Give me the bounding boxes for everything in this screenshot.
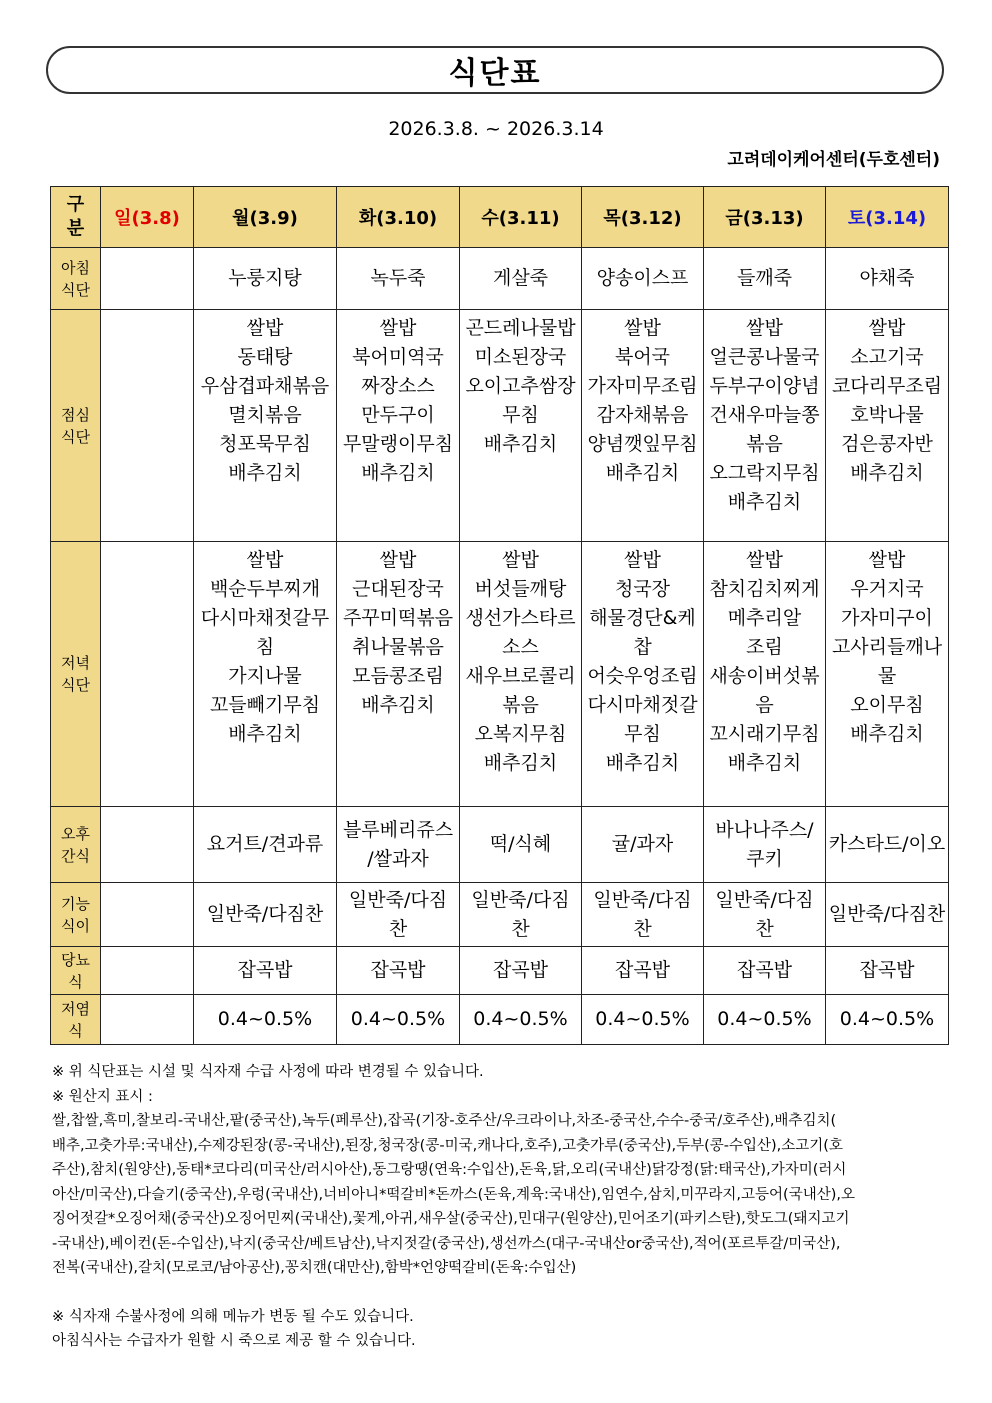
menu-cell	[337, 310, 460, 542]
menu-item: 조림	[746, 636, 783, 658]
menu-item: 쌀밥	[624, 317, 661, 339]
menu-item: 쌀밥	[379, 317, 417, 339]
menu-item: 오이고추쌈장	[465, 375, 576, 397]
menu-cell	[582, 542, 704, 807]
menu-item: 찹	[633, 636, 652, 658]
menu-item: 짜장소스	[361, 375, 435, 397]
menu-item: 꼬시래기무침	[709, 723, 820, 745]
menu-item: 배추김치	[228, 462, 302, 484]
menu-item: 배추김치	[483, 752, 558, 774]
row-label-line: 오후	[61, 824, 90, 843]
menu-item: 쌀밥	[246, 317, 284, 339]
menu-item: 고사리들깨나	[831, 636, 943, 658]
menu-cell	[337, 947, 460, 995]
menu-item: 요거트/견과류	[206, 833, 324, 855]
origin-line: 쌀,찹쌀,흑미,찰보리-국내산,팥(중국산),녹두(페루산),잡곡(기장-호주산/우크라이나,차조-중국산,수수-중국/호주산),배추김치(	[52, 1113, 837, 1129]
menu-cell	[460, 248, 582, 310]
menu-item: 멸치볶음	[228, 404, 302, 426]
menu-item: 백순두부찌개	[209, 578, 321, 600]
menu-item: 호박나물	[850, 404, 924, 426]
page-title: 식단표	[448, 56, 542, 91]
menu-item: 가자미무조림	[587, 375, 698, 397]
day-header-wed: 수(3.11)	[460, 187, 582, 248]
menu-item: 블루베리쥬스	[342, 818, 454, 841]
origin-line: 배추,고춧가루:국내산),수제강된장(콩-국내산),된장,청국장(콩-미국,캐나다,호주),고춧가루(중국산),두부(콩-수입산),소고기(호	[52, 1137, 843, 1154]
menu-item: 두부구이양념	[709, 375, 820, 397]
menu-item: 오이무침	[850, 694, 924, 716]
row-label	[51, 248, 101, 310]
menu-cell	[101, 947, 194, 995]
menu-cell	[826, 995, 949, 1045]
menu-cell	[460, 310, 582, 542]
row-label-line: 식	[68, 1021, 83, 1040]
menu-cell	[582, 947, 704, 995]
menu-cell	[826, 947, 949, 995]
row-dinner	[51, 542, 949, 807]
menu-cell	[101, 807, 194, 883]
menu-cell	[582, 995, 704, 1045]
menu-item: 참치김치찌게	[709, 578, 820, 600]
menu-item: 물	[877, 665, 897, 687]
row-label-line: 저염	[61, 999, 90, 1018]
menu-item: 새우브로콜리	[465, 665, 576, 687]
menu-item: 쌀밥	[379, 549, 417, 571]
row-label	[51, 995, 101, 1045]
menu-item: 양송이스프	[596, 267, 689, 289]
menu-cell	[704, 542, 826, 807]
menu-cell	[704, 310, 826, 542]
row-label-line: 식	[68, 972, 83, 991]
menu-item: 건새우마늘쫑	[709, 404, 820, 426]
day-header-tue: 화(3.10)	[337, 187, 460, 248]
menu-cell	[460, 883, 582, 947]
menu-cell	[101, 310, 194, 542]
menu-item: 생선가스타르	[465, 607, 576, 629]
menu-item: 무침	[624, 723, 661, 745]
menu-item: 가지나물	[228, 665, 302, 687]
menu-item: 0.4~0.5%	[217, 1008, 313, 1030]
row-label-line: 식단	[61, 427, 90, 446]
menu-item: 찬	[511, 917, 530, 940]
menu-cell	[101, 542, 194, 807]
menu-item: 배추김치	[727, 752, 802, 774]
row-label	[51, 947, 101, 995]
menu-item: 0.4~0.5%	[839, 1008, 935, 1030]
menu-item: 잡곡밥	[736, 959, 793, 981]
menu-item: 침	[255, 636, 275, 658]
menu-item: 버섯들깨탕	[474, 578, 567, 600]
menu-item: 잡곡밥	[370, 959, 426, 981]
menu-item: 우거지국	[850, 578, 924, 600]
menu-item: 소스	[502, 636, 539, 658]
origin-line: 아산/미국산),다슬기(중국산),우렁(국내산),너비아니*떡갈비*돈까스(돈육,계육:국내산),임연수,삼치,미꾸라지,고등어(국내산),오	[52, 1186, 856, 1203]
menu-item: 볶음	[502, 694, 539, 716]
menu-cell	[194, 248, 337, 310]
menu-cell	[101, 995, 194, 1045]
menu-item: 감자채볶음	[596, 404, 689, 426]
day-header-sat: 토(3.14)	[826, 187, 949, 248]
menu-item: 찬	[755, 917, 774, 940]
origin-line: -국내산),베이컨(돈-수입산),낙지(중국산/베트남산),낙지젓갈(중국산),생선까스(대구-국내산or중국산),적어(포르투갈/미국산),	[52, 1235, 841, 1252]
menu-cell	[194, 807, 337, 883]
row-label	[51, 310, 101, 542]
menu-item: 배추김치	[361, 462, 435, 484]
menu-item: 쌀밥	[868, 549, 906, 571]
menu-cell	[460, 807, 582, 883]
menu-item: 우삼겹파채볶음	[200, 375, 330, 397]
menu-item: 배추김치	[605, 462, 680, 484]
menu-cell	[194, 947, 337, 995]
row-label-line: 식이	[61, 916, 90, 935]
menu-cell	[460, 947, 582, 995]
menu-item: 0.4~0.5%	[350, 1008, 446, 1030]
row-label	[51, 807, 101, 883]
row-label-line: 당뇨	[61, 950, 90, 969]
menu-item: 잡곡밥	[492, 959, 549, 981]
menu-item: 어슷우엉조림	[587, 665, 698, 687]
menu-cell	[826, 542, 949, 807]
menu-cell	[582, 248, 704, 310]
origin-list	[52, 1109, 942, 1281]
menu-item: 일반죽/다짐	[715, 888, 814, 911]
day-header-sun: 일(3.8)	[101, 187, 194, 248]
row-low-salt-diet	[51, 995, 949, 1045]
gubun-line: 구	[66, 194, 85, 215]
menu-item: 잡곡밥	[614, 959, 671, 981]
menu-item: 배추김치	[483, 433, 558, 455]
row-label-line: 점심	[61, 405, 90, 424]
menu-cell	[337, 542, 460, 807]
menu-item: 쌀밥	[246, 549, 284, 571]
menu-item: 0.4~0.5%	[473, 1008, 568, 1030]
menu-item: 오그락지무침	[709, 462, 820, 484]
menu-item: 쌀밥	[624, 549, 661, 571]
menu-item: 오복지무침	[474, 723, 567, 745]
menu-cell	[337, 248, 460, 310]
day-header-thu: 목(3.12)	[582, 187, 704, 248]
menu-item: 쌀밥	[746, 317, 783, 339]
menu-cell	[582, 883, 704, 947]
menu-change-notice: ※ 식자재 수불사정에 의해 메뉴가 변동 될 수도 있습니다.	[52, 1308, 414, 1325]
menu-cell	[194, 310, 337, 542]
menu-cell	[582, 807, 704, 883]
menu-item: 찬	[388, 917, 408, 940]
menu-item: /쌀과자	[367, 847, 429, 870]
menu-cell	[826, 310, 949, 542]
row-label	[51, 883, 101, 947]
menu-item: 누룽지탕	[228, 267, 302, 289]
menu-item: 일반죽/다짐	[593, 888, 692, 911]
change-notice: ※ 위 식단표는 시설 및 식자재 수급 사정에 따라 변경될 수 있습니다.	[52, 1064, 484, 1080]
date-range: 2026.3.8. ~ 2026.3.14	[388, 118, 604, 140]
menu-item: 배추김치	[850, 723, 924, 745]
menu-item: 동태탕	[237, 346, 293, 368]
menu-cell	[826, 807, 949, 883]
menu-item: 무침	[502, 404, 539, 426]
menu-item: 청국장	[614, 578, 671, 600]
menu-cell	[194, 542, 337, 807]
menu-item: 배추김치	[228, 723, 302, 745]
menu-item: 곤드레나물밥	[465, 317, 576, 339]
origin-line: 주산),참치(원양산),동태*코다리(미국산/러시아산),동그랑땡(연육:수입산),돈육,닭,오리(국내산)닭강정(닭:태국산),가자미(러시	[52, 1162, 847, 1178]
row-label-line: 아침	[61, 258, 90, 277]
menu-cell	[194, 883, 337, 947]
menu-item: 바나나주스/	[715, 818, 814, 841]
menu-item: 배추김치	[361, 694, 435, 716]
menu-item: 모듬콩조림	[352, 665, 444, 687]
row-label-line: 식단	[61, 280, 90, 299]
menu-item: 북어미역국	[352, 346, 444, 368]
menu-cell	[337, 995, 460, 1045]
notes	[52, 1060, 942, 1354]
menu-item: 쌀밥	[868, 317, 906, 339]
menu-item: 얼큰콩나물국	[709, 346, 820, 368]
menu-cell	[582, 310, 704, 542]
menu-item: 무말랭이무침	[342, 433, 454, 455]
menu-item: 게살죽	[492, 267, 549, 289]
center-name: 고려데이케어센터(두호센터)	[727, 150, 940, 170]
menu-item: 다시마채젓갈무	[200, 607, 330, 629]
row-breakfast	[51, 248, 949, 310]
menu-cell	[826, 883, 949, 947]
menu-body	[51, 248, 949, 1045]
origin-line: 징어젓갈*오징어채(중국산)오징어민찌(국내산),꽃게,아귀,새우살(중국산),민대구(원양산),민어조기(파키스탄),핫도그(돼지고기	[52, 1211, 850, 1227]
day-header-mon: 월(3.9)	[194, 187, 337, 248]
menu-cell	[337, 883, 460, 947]
row-lunch	[51, 310, 949, 542]
menu-cell	[194, 995, 337, 1045]
menu-cell	[337, 807, 460, 883]
menu-cell	[704, 248, 826, 310]
menu-item: 쌀밥	[746, 549, 783, 571]
menu-item: 다시마채젓갈	[587, 694, 698, 716]
menu-item: 취나물볶음	[352, 636, 444, 658]
menu-item: 미소된장국	[474, 346, 567, 368]
menu-item: 일반죽/다짐	[471, 888, 570, 911]
row-label-line: 식단	[61, 676, 90, 694]
menu-item: 야채죽	[859, 267, 915, 289]
row-label-line: 간식	[61, 846, 90, 865]
row-snack	[51, 807, 949, 883]
menu-item: 카스타드/이오	[828, 833, 946, 855]
menu-item: 잡곡밥	[237, 959, 293, 981]
menu-item: 볶음	[746, 433, 783, 455]
menu-item: 만두구이	[361, 404, 435, 426]
menu-item: 메추리알	[727, 607, 802, 629]
menu-cell	[101, 883, 194, 947]
menu-cell	[460, 995, 582, 1045]
menu-item: 일반죽/다짐	[348, 888, 448, 911]
menu-item: 주꾸미떡볶음	[342, 607, 454, 629]
menu-item: 0.4~0.5%	[595, 1008, 690, 1030]
menu-item: 코다리무조림	[831, 375, 943, 397]
row-label	[51, 542, 101, 807]
menu-item: 떡/식혜	[489, 833, 552, 855]
day-header-fri: 금(3.13)	[704, 187, 826, 248]
menu-cell	[704, 995, 826, 1045]
title-box	[46, 46, 944, 94]
menu-item: 소고기국	[850, 346, 924, 368]
menu-item: 해물경단&케	[589, 607, 696, 629]
menu-item: 근대된장국	[352, 578, 444, 600]
menu-item: 청포묵무침	[219, 433, 311, 455]
row-diabetic-diet	[51, 947, 949, 995]
menu-item: 0.4~0.5%	[717, 1008, 812, 1030]
menu-item: 쌀밥	[502, 549, 539, 571]
row-label-line: 저녁	[61, 654, 90, 672]
menu-item: 들깨죽	[736, 267, 793, 289]
row-label-line: 기능	[61, 894, 90, 913]
menu-item: 배추김치	[727, 491, 802, 513]
menu-item: 배추김치	[850, 462, 924, 484]
menu-item: 귤/과자	[611, 833, 674, 855]
menu-item: 양념깻잎무침	[587, 433, 698, 455]
gubun-header	[51, 187, 101, 248]
menu-cell	[704, 947, 826, 995]
menu-cell	[460, 542, 582, 807]
gubun-line: 분	[66, 218, 85, 239]
menu-table	[50, 186, 949, 1045]
menu-item: 북어국	[614, 346, 671, 368]
menu-item: 찬	[633, 917, 652, 940]
menu-cell	[101, 248, 194, 310]
menu-item: 가자미구이	[841, 607, 933, 629]
breakfast-note: 아침식사는 수급자가 원할 시 죽으로 제공 할 수 있습니다.	[52, 1333, 416, 1349]
origin-line: 전복(국내산),갈치(모로코/남아공산),꽁치캔(대만산),함박*언양떡갈비(돈육:수입산)	[52, 1260, 577, 1276]
menu-cell	[826, 248, 949, 310]
origin-title: ※ 원산지 표시 :	[52, 1088, 153, 1105]
menu-item: 잡곡밥	[859, 959, 915, 981]
menu-item: 꼬들빼기무침	[209, 694, 321, 716]
menu-item: 일반죽/다짐찬	[206, 903, 324, 925]
menu-item: 녹두죽	[370, 267, 426, 289]
menu-cell	[704, 883, 826, 947]
header-row	[51, 187, 949, 248]
menu-item: 배추김치	[605, 752, 680, 774]
menu-cell	[704, 807, 826, 883]
row-functional-diet	[51, 883, 949, 947]
menu-item: 쿠키	[746, 847, 783, 870]
menu-item: 검은콩자반	[841, 433, 933, 455]
menu-item: 음	[755, 694, 774, 716]
menu-item: 일반죽/다짐찬	[828, 903, 946, 925]
menu-item: 새송이버섯볶	[709, 665, 820, 687]
